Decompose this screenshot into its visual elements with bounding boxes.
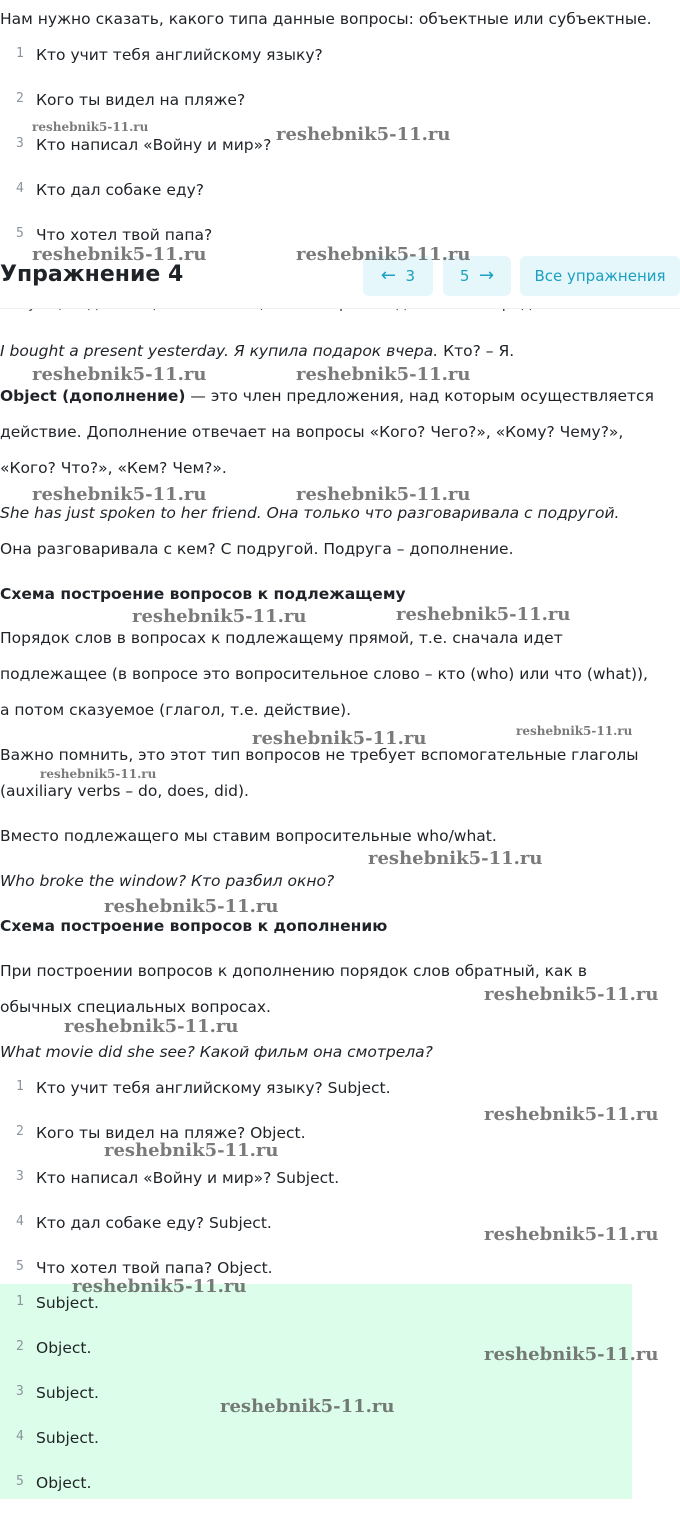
- arrow-left-icon: ←: [380, 265, 396, 286]
- example-sentence: I bought a present yesterday. Я купила подарок вчера. Кто? – Я.: [0, 342, 515, 360]
- item-number: 2: [16, 1124, 24, 1139]
- item-number: 4: [16, 1214, 24, 1229]
- item-number: 3: [16, 136, 24, 151]
- paragraph: подлежащее (в вопросе это вопросительное слово – кто (who) или что (what)),: [0, 665, 648, 683]
- item-text: Кто учит тебя английскому языку? Subject.: [36, 1079, 391, 1097]
- watermark: reshebnik5-11.ru: [296, 484, 471, 505]
- item-text: Кто написал «Войну и мир»? Subject.: [36, 1169, 340, 1187]
- watermark: reshebnik5-11.ru: [104, 1140, 279, 1161]
- watermark: reshebnik5-11.ru: [484, 1344, 659, 1365]
- watermark: reshebnik5-11.ru: [72, 1276, 247, 1297]
- item-number: 4: [16, 181, 24, 196]
- list-item: [0, 44, 640, 89]
- item-text: Object.: [36, 1339, 92, 1357]
- watermark: reshebnik5-11.ru: [484, 1104, 659, 1125]
- answer-item: [0, 1472, 632, 1517]
- answer-item: [0, 1292, 632, 1337]
- item-number: 3: [16, 1169, 24, 1184]
- item-text: Кто написал «Войну и мир»?: [36, 136, 272, 154]
- item-number: 2: [16, 1339, 24, 1354]
- list-item: [0, 179, 640, 224]
- watermark: reshebnik5-11.ru: [484, 984, 659, 1005]
- answer-box: [0, 1284, 632, 1499]
- paragraph: а потом сказуемое (глагол, т.е. действие).: [0, 701, 352, 719]
- item-number: 1: [16, 1079, 24, 1094]
- example-sentence: What movie did she see? Какой фильм она смотрела?: [0, 1043, 433, 1061]
- item-text: Кого ты видел на пляже?: [36, 91, 246, 109]
- item-text: Subject.: [36, 1294, 99, 1312]
- item-text: Что хотел твой папа?: [36, 226, 213, 244]
- watermark: reshebnik5-11.ru: [32, 244, 207, 265]
- watermark: reshebnik5-11.ru: [296, 244, 471, 265]
- paragraph: Важно помнить, это этот тип вопросов не требует вспомогательные глаголы: [0, 746, 639, 764]
- item-text: Кто дал собаке еду? Subject.: [36, 1214, 272, 1232]
- next-exercise-label: 5: [459, 267, 470, 285]
- item-text: Кого ты видел на пляже? Object.: [36, 1124, 306, 1142]
- watermark: reshebnik5-11.ru: [396, 604, 571, 625]
- watermark: reshebnik5-11.ru: [64, 1016, 239, 1037]
- watermark: reshebnik5-11.ru: [252, 728, 427, 749]
- exercise-title: Упражнение 4: [0, 262, 184, 287]
- watermark: reshebnik5-11.ru: [40, 767, 157, 781]
- definition-object: Object (дополнение) — это член предложения, над которым осуществляется: [0, 387, 654, 405]
- watermark: reshebnik5-11.ru: [132, 606, 307, 627]
- watermark: reshebnik5-11.ru: [484, 1224, 659, 1245]
- example-sentence: She has just spoken to her friend. Она только что разговаривала с подругой.: [0, 504, 620, 522]
- watermark: reshebnik5-11.ru: [516, 724, 633, 738]
- item-text: Кто учит тебя английскому языку?: [36, 46, 323, 64]
- item-text: Что хотел твой папа? Object.: [36, 1259, 273, 1277]
- all-exercises-button[interactable]: Все упражнения: [520, 256, 680, 296]
- paragraph: Вместо подлежащего мы ставим вопросительные who/what.: [0, 827, 497, 845]
- definition-line: действие. Дополнение отвечает на вопросы «Кого? Чего?», «Кому? Чему?»,: [0, 423, 624, 441]
- item-number: 3: [16, 1384, 24, 1399]
- item-number: 2: [16, 91, 24, 106]
- definition-line: «Кого? Что?», «Кем? Чем?».: [0, 459, 227, 477]
- example-sentence: Who broke the window? Кто разбил окно?: [0, 872, 335, 890]
- watermark: reshebnik5-11.ru: [104, 896, 279, 917]
- item-number: 5: [16, 226, 24, 241]
- question-list: [0, 44, 640, 269]
- item-number: 1: [16, 46, 24, 61]
- item-number: 1: [16, 1294, 24, 1309]
- paragraph: Порядок слов в вопросах к подлежащему прямой, т.е. сначала идет: [0, 629, 563, 647]
- section-heading: Схема построение вопросов к подлежащему: [0, 585, 406, 603]
- paragraph: Она разговаривала с кем? С подругой. Подруга – дополнение.: [0, 540, 514, 558]
- paragraph: При построении вопросов к дополнению порядок слов обратный, как в: [0, 962, 587, 980]
- watermark: reshebnik5-11.ru: [32, 120, 149, 134]
- watermark: reshebnik5-11.ru: [276, 124, 451, 145]
- item-text: Subject.: [36, 1384, 99, 1402]
- arrow-right-icon: →: [479, 265, 495, 286]
- item-number: 5: [16, 1474, 24, 1489]
- paragraph: обычных специальных вопросах.: [0, 998, 271, 1016]
- watermark: reshebnik5-11.ru: [220, 1396, 395, 1417]
- watermark: reshebnik5-11.ru: [32, 364, 207, 385]
- item-text: Кто дал собаке еду?: [36, 181, 205, 199]
- item-text: Object.: [36, 1474, 92, 1492]
- item-number: 4: [16, 1429, 24, 1444]
- item-text: Subject.: [36, 1429, 99, 1447]
- paragraph: (auxiliary verbs – do, does, did).: [0, 782, 249, 800]
- section-heading: Схема построение вопросов к дополнению: [0, 917, 388, 935]
- list-item: [0, 1122, 640, 1167]
- item-number: 5: [16, 1259, 24, 1274]
- list-item: [0, 1167, 640, 1212]
- answer-item: [0, 1427, 632, 1472]
- watermark: reshebnik5-11.ru: [296, 364, 471, 385]
- intro-text: Нам нужно сказать, какого типа данные вопросы: объектные или субъектные.: [0, 10, 652, 28]
- watermark: reshebnik5-11.ru: [32, 484, 207, 505]
- prev-exercise-label: 3: [405, 267, 416, 285]
- watermark: reshebnik5-11.ru: [368, 848, 543, 869]
